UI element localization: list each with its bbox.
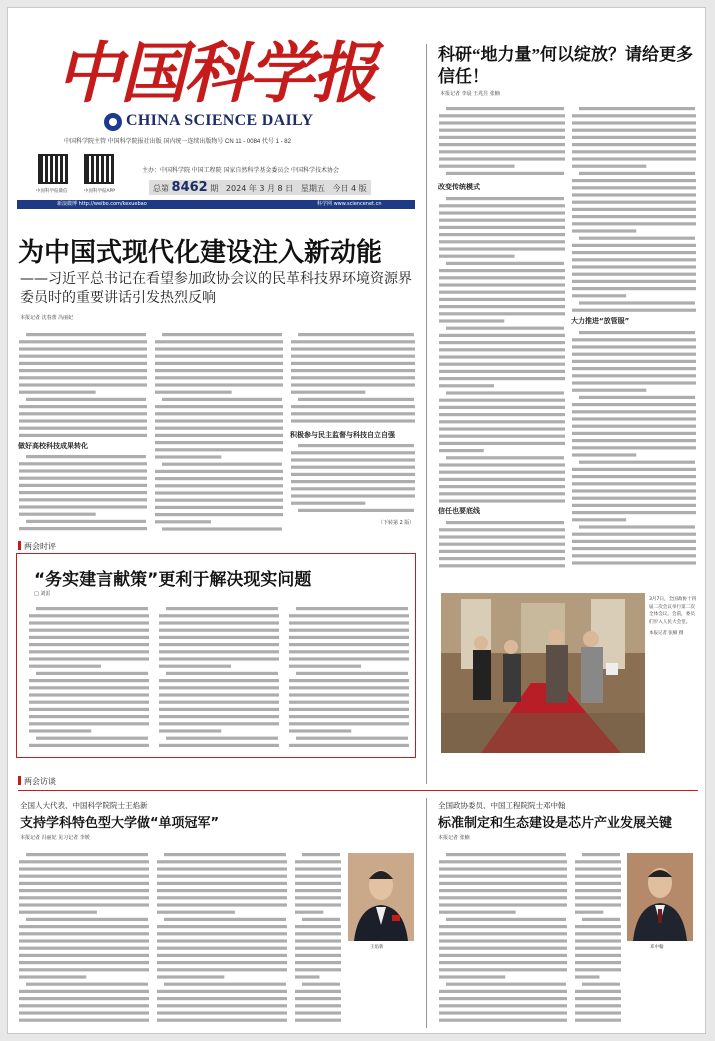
qr-code-icon [84,154,114,184]
issue-weekday: 星期五 [300,184,325,193]
right-story-headline: 科研“地力量”何以绽放？请给更多信任！ [438,45,693,86]
issue-label: 总第 [153,184,169,193]
right-story-column-2 [571,104,697,314]
right-story-section-1: 改变传统模式 [438,183,480,191]
lead-continued: （下转第 2 版） [378,520,415,526]
commentary-byline: □ 刘雷 [34,591,51,597]
commentary-column-1 [28,604,150,752]
masthead-sponsors: 主办：中国科学院 中国工程院 国家自然科学基金委员会 中国科学技术协会 [142,168,340,174]
right-story-column-2b [571,328,697,568]
issue-suffix: 期 [210,184,219,193]
masthead-english-title: CHINA SCIENCE DAILY [126,112,314,129]
lead-column-3 [290,330,416,428]
interview-right-column-2 [574,850,622,1026]
issue-date: 2024 年 3 月 8 日 [225,184,294,193]
lead-subhead: ——习近平总书记在看望参加政协会议的民革科技界环境资源界委员时的重要讲话引发热烈反响 [20,271,412,306]
sciencenet-link[interactable]: 科学网 www.sciencenet.cn [317,201,382,207]
lead-section-heading-1: 做好高校科技成果转化 [18,442,88,450]
issue-info [149,180,371,195]
interview-left-column-1 [18,850,150,1026]
right-story-byline: 本报记者 李晨 王兆昱 张楠 [440,91,500,97]
issue-number: 8462 [171,180,208,195]
interview-right-byline: 本报记者 张楠 [438,835,470,841]
section-divider [18,790,698,791]
commentary-headline: “务实建言献策”更利于解决现实问题 [34,570,312,590]
right-story-column-1 [438,104,566,180]
interview-right-kicker: 全国政协委员、中国工程院院士邓中翰 [438,801,566,810]
masthead-link-bar [17,200,415,209]
issue-pages: 今日 4 版 [332,184,367,193]
right-story-column-1c [438,518,566,568]
masthead-publication-line: 中国科学院主管 中国科学院报社出版 国内统一连续出版物号 CN 11 - 0084 代号 1 - 82 [64,139,291,145]
portrait-deng-zhonghan [627,853,693,941]
commentary-column-3 [288,604,410,752]
photo-credit: 本报记者 张楠 摄 [649,631,684,636]
interview-right-column-1 [438,850,568,1026]
lead-column-3b [290,441,416,517]
interview-left-column-3 [294,850,342,1026]
commentary-column-2 [158,604,280,752]
cas-logo-icon [104,113,122,131]
qr-caption-wechat: 中国科学报微信 [36,189,68,194]
newspaper-page [7,7,706,1034]
right-story-section-3: 信任也要底线 [438,507,480,515]
masthead-title: 中国科学报 [56,34,376,112]
interview-left-byline: 本报记者 冯丽妃 见习记者 李媛 [20,835,90,841]
portrait-wang-yanxin [348,853,414,941]
weibo-link[interactable]: 新浪微博 http://weibo.com/kexuebao [57,201,147,207]
lead-column-1 [18,330,148,438]
lead-column-1b [18,452,148,532]
qr-caption-app: 中国科学报APP [84,189,116,194]
commentary-tag: 两会时评 [18,541,56,552]
qr-code-icon [38,154,68,184]
portrait-caption-left: 王焰新 [370,945,384,950]
photo-caption: 3月7日，全国政协十四届二次会议举行第二次全体会议。会前，委员们步入人民大会堂。 [649,597,697,625]
column-rule [426,798,427,1028]
right-story-column-1b [438,194,566,504]
lead-byline: 本报记者 沈春蕾 冯丽妃 [20,315,74,321]
lead-headline: 为中国式现代化建设注入新动能 [18,238,383,268]
interview-left-headline: 支持学科特色型大学做“单项冠军” [20,816,220,831]
right-story-section-2: 大力推进“放管服” [571,317,630,325]
photo-caption-block [649,596,699,746]
lead-column-2 [154,330,284,532]
lead-section-heading-2: 积极参与民主监督与科技自立自强 [290,431,395,439]
news-photo-delegates [441,593,645,753]
column-rule [426,44,427,784]
interview-left-column-2 [156,850,288,1026]
interview-left-kicker: 全国人大代表、中国科学院院士王焰新 [20,801,148,810]
portrait-caption-right: 邓中翰 [650,945,664,950]
interview-right-headline: 标准制定和生态建设是芯片产业发展关键 [438,816,673,831]
interviews-tag: 两会访谈 [18,776,56,787]
